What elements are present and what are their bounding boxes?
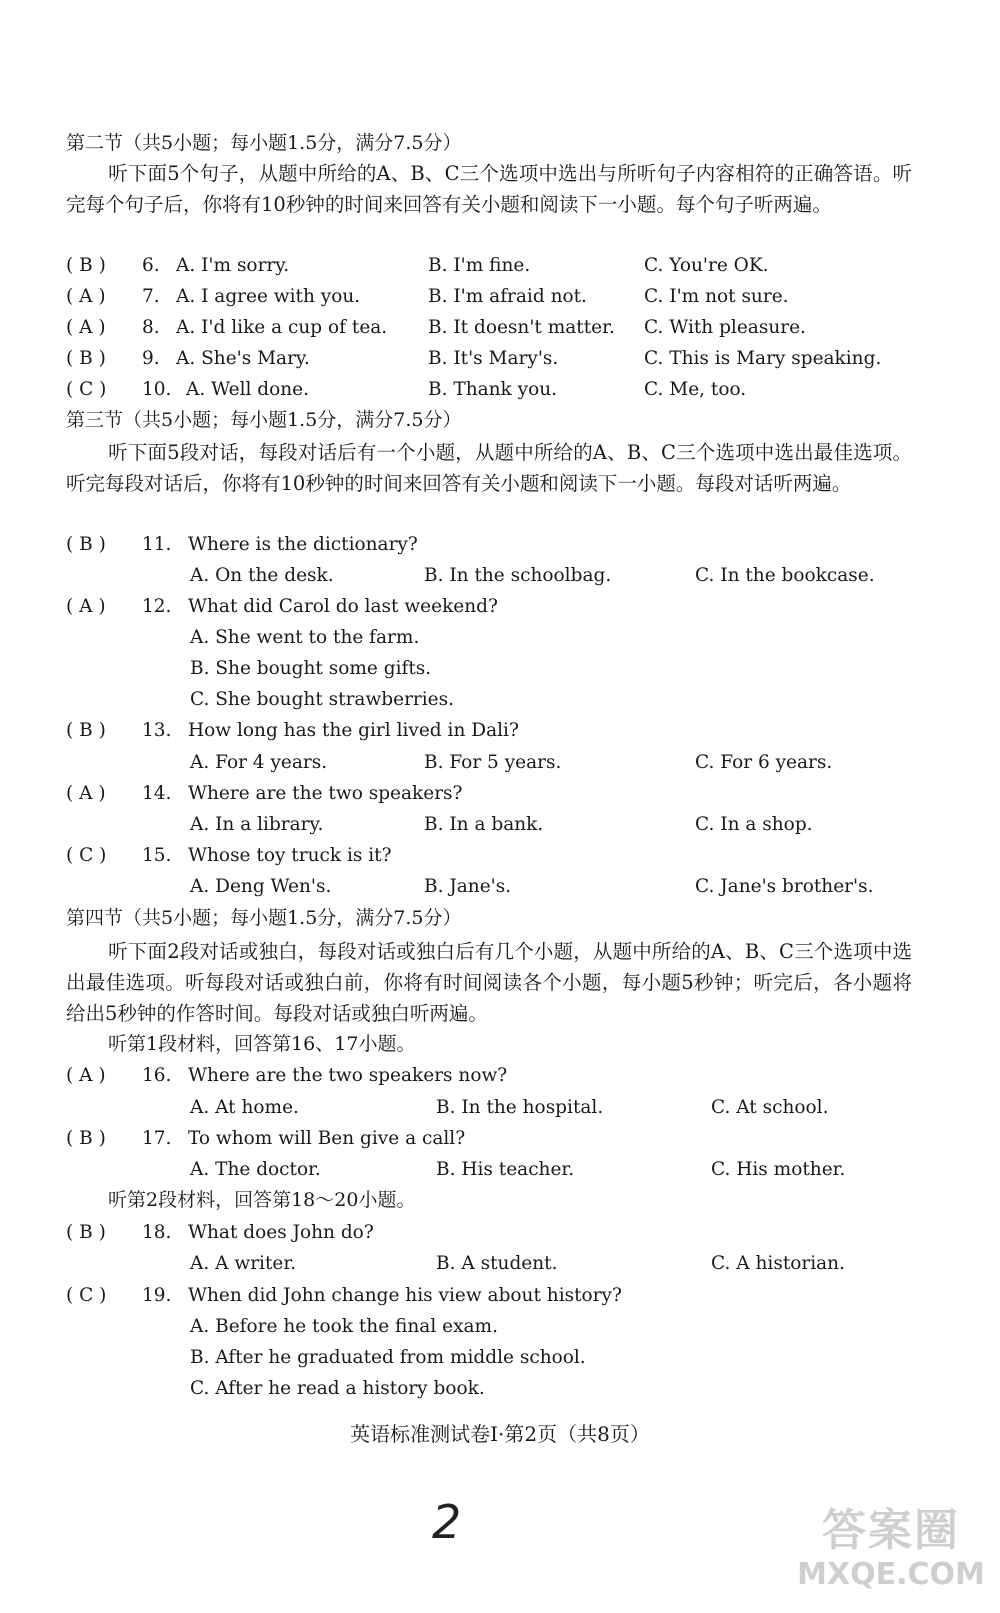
number-8: 8. (142, 317, 160, 338)
option-11c: C. In the bookcase. (695, 565, 875, 586)
stem-17: To whom will Ben give a call? (188, 1128, 466, 1149)
option-11a: A. On the desk. (190, 565, 334, 586)
page-footer: 英语标准测试卷Ⅰ·第2页（共8页） (350, 1422, 650, 1446)
number-19: 19. (142, 1285, 172, 1306)
option-11b: B. In the schoolbag. (424, 565, 612, 586)
answer-12: ( A ) (66, 596, 106, 617)
option-13c: C. For 6 years. (695, 752, 833, 773)
material-2-intro: 听第2段材料，回答第18～20小题。 (108, 1189, 416, 1211)
option-7c: C. I'm not sure. (644, 286, 789, 307)
number-18: 18. (142, 1222, 172, 1243)
question-18 (66, 1218, 946, 1248)
number-6: 6. (142, 255, 160, 276)
answer-7: ( A ) (66, 286, 106, 307)
question-9 (66, 344, 946, 374)
question-10 (66, 375, 946, 405)
number-16: 16. (142, 1065, 172, 1086)
number-15: 15. (142, 845, 172, 866)
option-6b: B. I'm fine. (428, 255, 531, 276)
answer-13: ( B ) (66, 720, 106, 741)
question-19 (66, 1281, 946, 1311)
answer-17: ( B ) (66, 1128, 106, 1149)
option-12b: B. She bought some gifts. (190, 658, 432, 679)
question-11 (66, 530, 946, 560)
section3-instructions: 听下面5段对话，每段对话后有一个小题，从题中所给的A、B、C三个选项中选出最佳选项。听完每段对话后，你将有10秒钟的时间来回答有关小题和阅读下一小题。每段对话听两遍。 (66, 441, 912, 495)
question-6 (66, 251, 946, 281)
answer-6: ( B ) (66, 255, 106, 276)
option-17a: A. The doctor. (190, 1159, 321, 1180)
option-16c: C. At school. (711, 1097, 829, 1118)
stem-15: Whose toy truck is it? (188, 845, 392, 866)
number-11: 11. (142, 534, 172, 555)
option-19b: B. After he graduated from middle school. (190, 1347, 586, 1368)
option-19c: C. After he read a history book. (190, 1378, 485, 1399)
number-12: 12. (142, 596, 172, 617)
option-10b: B. Thank you. (428, 379, 558, 400)
option-8a: A. I'd like a cup of tea. (176, 317, 388, 338)
answer-18: ( B ) (66, 1222, 106, 1243)
option-15b: B. Jane's. (424, 876, 512, 897)
option-14a: A. In a library. (190, 814, 324, 835)
question-15 (66, 841, 946, 871)
stem-19: When did John change his view about history? (188, 1285, 622, 1306)
question-13 (66, 716, 946, 746)
stem-14: Where are the two speakers? (188, 783, 463, 804)
option-17c: C. His mother. (711, 1159, 846, 1180)
watermark-logo: 答案圈 (822, 1505, 960, 1556)
question-14 (66, 779, 946, 809)
option-13a: A. For 4 years. (190, 752, 328, 773)
number-14: 14. (142, 783, 172, 804)
option-6c: C. You're OK. (644, 255, 769, 276)
answer-10: ( C ) (66, 379, 107, 400)
answer-15: ( C ) (66, 845, 107, 866)
option-7a: A. I agree with you. (176, 286, 361, 307)
option-12a: A. She went to the farm. (190, 627, 420, 648)
option-18c: C. A historian. (711, 1253, 845, 1274)
answer-14: ( A ) (66, 783, 106, 804)
number-17: 17. (142, 1128, 172, 1149)
option-12c: C. She bought strawberries. (190, 689, 454, 710)
handwritten-page-number: 2 (432, 1495, 462, 1549)
number-7: 7. (142, 286, 160, 307)
section4-instructions: 听下面2段对话或独白，每段对话或独白后有几个小题，从题中所给的A、B、C三个选项中选出最佳选项。听每段对话或独白前，你将有时间阅读各个小题，每小题5秒钟；听完后，各小题将给出5秒钟的作答时间。每段对话或独白听两遍。 (66, 940, 912, 1025)
stem-18: What does John do? (188, 1222, 374, 1243)
option-19a: A. Before he took the final exam. (190, 1316, 498, 1337)
option-9b: B. It's Mary's. (428, 348, 559, 369)
option-8b: B. It doesn't matter. (428, 317, 615, 338)
answer-8: ( A ) (66, 317, 106, 338)
question-12 (66, 592, 946, 622)
section3-heading: 第三节（共5小题；每小题1.5分，满分7.5分） (66, 409, 462, 431)
question-8 (66, 313, 946, 343)
option-7b: B. I'm afraid not. (428, 286, 587, 307)
answer-11: ( B ) (66, 534, 106, 555)
option-10c: C. Me, too. (644, 379, 747, 400)
answer-9: ( B ) (66, 348, 106, 369)
site-watermark (796, 1505, 986, 1605)
section4-heading: 第四节（共5小题；每小题1.5分，满分7.5分） (66, 907, 462, 929)
question-7 (66, 282, 946, 312)
stem-13: How long has the girl lived in Dali? (188, 720, 519, 741)
option-10a: A. Well done. (186, 379, 310, 400)
option-9a: A. She's Mary. (176, 348, 310, 369)
option-15a: A. Deng Wen's. (190, 876, 332, 897)
stem-11: Where is the dictionary? (188, 534, 418, 555)
option-13b: B. For 5 years. (424, 752, 562, 773)
option-16a: A. At home. (190, 1097, 299, 1118)
watermark-url: MXQE.COM (797, 1557, 985, 1592)
question-16 (66, 1061, 946, 1091)
answer-19: ( C ) (66, 1285, 107, 1306)
number-13: 13. (142, 720, 172, 741)
option-18a: A. A writer. (190, 1253, 297, 1274)
option-16b: B. In the hospital. (436, 1097, 604, 1118)
option-17b: B. His teacher. (436, 1159, 575, 1180)
option-18b: B. A student. (436, 1253, 558, 1274)
section2-instructions: 听下面5个句子，从题中所给的A、B、C三个选项中选出与所听句子内容相符的正确答语。听完每个句子后，你将有10秒钟的时间来回答有关小题和阅读下一小题。每个句子听两遍。 (66, 162, 912, 216)
option-8c: C. With pleasure. (644, 317, 806, 338)
number-9: 9. (142, 348, 160, 369)
option-9c: C. This is Mary speaking. (644, 348, 882, 369)
material-1-intro: 听第1段材料，回答第16、17小题。 (108, 1033, 416, 1055)
stem-12: What did Carol do last weekend? (188, 596, 498, 617)
answer-16: ( A ) (66, 1065, 106, 1086)
option-14b: B. In a bank. (424, 814, 544, 835)
stem-16: Where are the two speakers now? (188, 1065, 508, 1086)
number-10: 10. (142, 379, 172, 400)
question-17 (66, 1124, 946, 1154)
section2-heading: 第二节（共5小题；每小题1.5分，满分7.5分） (66, 132, 462, 154)
option-15c: C. Jane's brother's. (695, 876, 874, 897)
option-6a: A. I'm sorry. (176, 255, 290, 276)
option-14c: C. In a shop. (695, 814, 813, 835)
